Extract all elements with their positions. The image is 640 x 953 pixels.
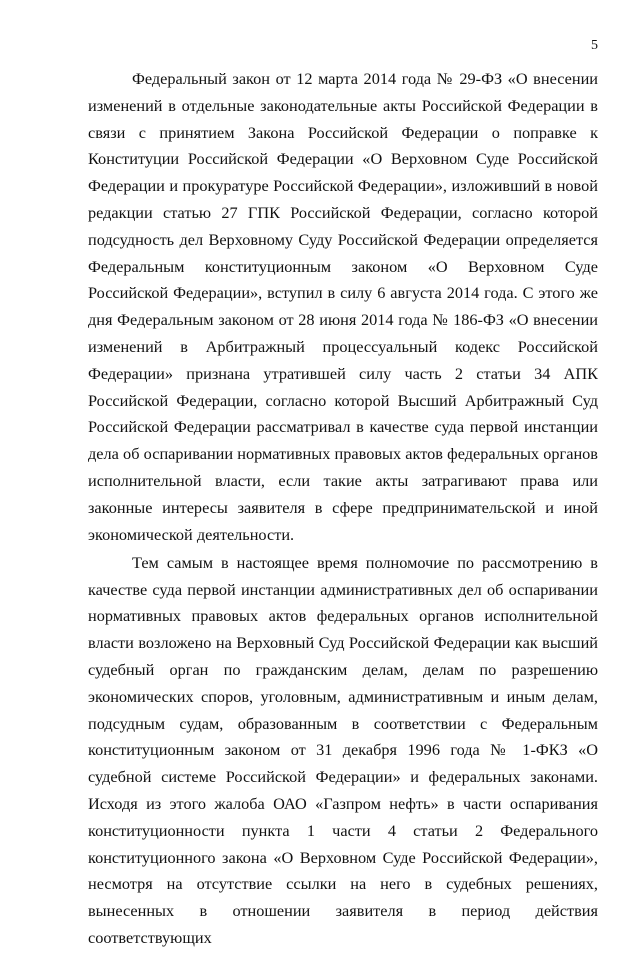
paragraph-1: Федеральный закон от 12 марта 2014 года № 29-ФЗ «О внесении изменений в отдельные законодательные акты Российской Федерации в связи с принятием Закона Российской Федерации о поправке к Конституции Российской Федерации «О Верховном Суде Российской Федерации и прокуратуре Российской Федерации», изложивший в новой редакции статью 27 ГПК Российской Федерации, согласно которой подсудность дел Верховному Суду Российской Федерации определяется Федеральным конституционным законом «О Верховном Суде Российской Федерации», вступил в силу 6 августа 2014 года. С этого же дня Федеральным законом от 28 июня 2014 года № 186-ФЗ «О внесении изменений в Арбитражный процессуальный кодекс Российской Федерации» признана утратившей силу часть 2 статьи 34 АПК Российской Федерации, согласно которой Высший Арбитражный Суд Российской Федерации рассматривал в качестве суда первой инстанции дела об оспаривании нормативных правовых актов федеральных органов исполнительной власти, если такие акты затрагивают права или законные интересы заявителя в сфере предпринимательской и иной экономической деятельности. (88, 69, 598, 544)
page-number: 5 (591, 38, 598, 53)
paragraph-2: Тем самым в настоящее время полномочие по рассмотрению в качестве суда первой инстанции административных дел об оспаривании нормативных правовых актов федеральных органов исполнительной власти возложено на Верховный Суд Российской Федерации как высший судебный орган по гражданским делам, делам по разрешению экономических споров, уголовным, административным и иным делам, подсудным судам, образованным в соответствии с Федеральным конституционным законом от 31 декабря 1996 года № 1-ФКЗ «О судебной системе Российской Федерации» и федеральных законами. Исходя из этого жалоба ОАО «Газпром нефть» в части оспаривания конституционности пункта 1 части 4 статьи 2 Федерального конституционного закона «О Верховном Суде Российской Федерации», несмотря на отсутствие ссылки на него в судебных решениях, вынесенных в отношении заявителя в период действия соответствующих (88, 552, 598, 947)
document-body (88, 66, 598, 953)
